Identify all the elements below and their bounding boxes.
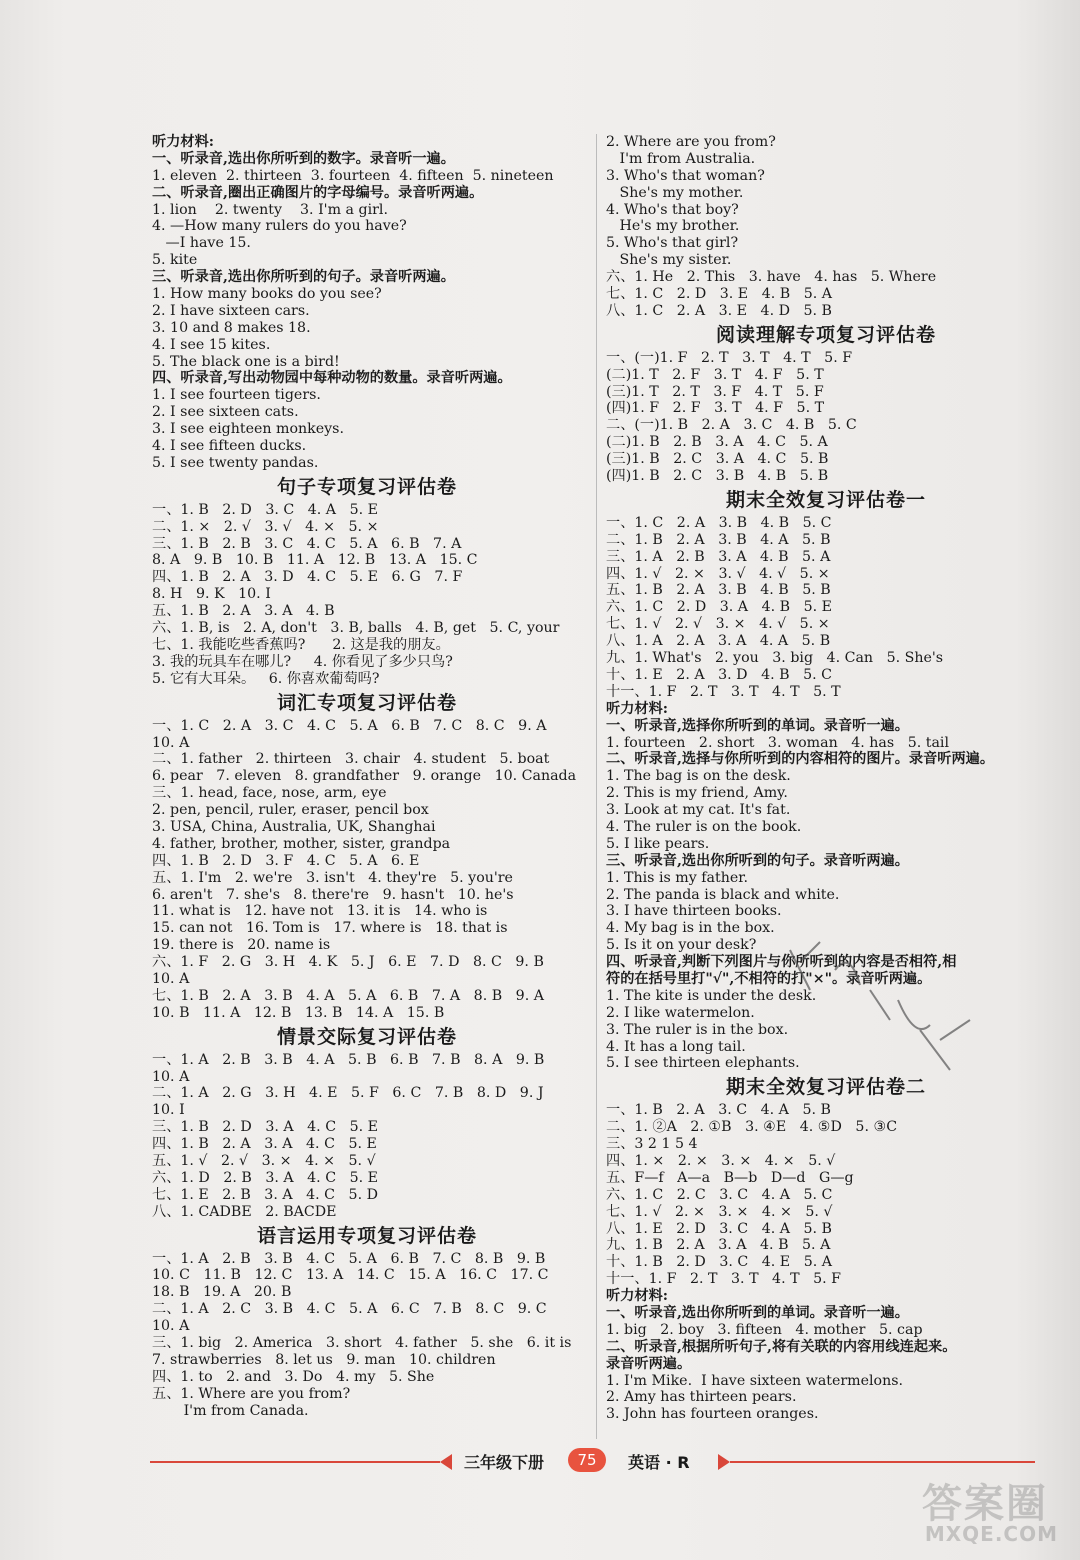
answer-line: 10. I [152,1102,185,1119]
answer-line: 1. eleven 2. thirteen 3. fourteen 4. fifteen 5. nineteen [152,167,554,184]
answer-line: 九、1. What's 2. you 3. big 4. Can 5. She's [606,650,944,667]
answer-line: 18. B 19. A 20. B [152,1284,292,1301]
answer-line: 4. Who's that boy? [606,201,739,218]
answer-line: 8. H 9. K 10. I [152,586,271,603]
answer-line: 一、1. B 2. D 3. C 4. A 5. E [152,501,378,518]
answer-line: 3. Look at my cat. It's fat. [606,802,791,819]
answer-line: 五、F—f A—a B—b D—d G—g [606,1169,854,1186]
answer-line: 一、(一)1. F 2. T 3. T 4. T 5. F [606,349,853,366]
footer-arrow-right [718,1454,730,1470]
answer-line: —I have 15. [152,235,251,252]
answer-line: 3. John has fourteen oranges. [606,1406,819,1423]
answer-line: 五、1. B 2. A 3. B 4. B 5. B [606,582,831,599]
answer-line: 5. I see twenty pandas. [152,454,319,471]
right-column [606,134,1046,1423]
answer-line: 六、1. C 2. C 3. C 4. A 5. C [606,1186,833,1203]
answer-line: I'm from Canada. [152,1402,309,1419]
answer-line: (三)1. B 2. C 3. A 4. C 5. B [606,451,829,468]
answer-line: 一、1. A 2. B 3. B 4. C 5. A 6. B 7. C 8. B 9. B [152,1250,546,1267]
section-heading: 一、听录音,选出你所听到的数字。录音听一遍。 [152,150,455,167]
section-heading: 二、听录音,选择与你所听到的内容相符的图片。录音听两遍。 [606,751,995,768]
section-heading: 听力材料: [606,700,668,717]
answer-line: 6. aren't 7. she's 8. there're 9. hasn't 10. he's [152,886,514,903]
section-heading: 听力材料: [606,1288,668,1305]
answer-line: 1. big 2. boy 3. fifteen 4. mother 5. cap [606,1321,923,1338]
answer-line: 4. —How many rulers do you have? [152,218,407,235]
answer-line: 七、1. C 2. D 3. E 4. B 5. A [606,286,832,303]
answer-line: 七、1. 我能吃些香蕉吗? 2. 这是我的朋友。 [152,636,450,653]
answer-line: 3. 10 and 8 makes 18. [152,319,311,336]
answer-line: 三、1. A 2. B 3. A 4. B 5. A [606,548,831,565]
section-heading: 符的在括号里打"√",不相符的打"×"。录音听两遍。 [606,970,932,987]
answer-line: 8. A 9. B 10. B 11. A 12. B 13. A 15. C [152,552,478,569]
answer-line: (四)1. B 2. C 3. B 4. B 5. B [606,468,829,485]
answer-line: 五、1. Where are you from? [152,1385,351,1402]
answer-line: 10. A [152,970,190,987]
answer-line: 5. kite [152,252,198,269]
answer-line: 1. I see fourteen tigers. [152,387,321,404]
paper-title: 词汇专项复习评估卷 [276,691,457,714]
answer-line: 2. I see sixteen cats. [152,404,299,421]
answer-line: 三、1. B 2. D 3. A 4. C 5. E [152,1119,378,1136]
answer-line: 一、1. B 2. A 3. C 4. A 5. B [606,1102,831,1119]
answer-line: 五、1. B 2. A 3. A 4. B [152,603,335,620]
footer-rule-left [150,1461,440,1463]
answer-line: 10. A [152,1318,190,1335]
answer-line: 2. I like watermelon. [606,1004,755,1021]
answer-line: (四)1. F 2. F 3. T 4. F 5. T [606,400,825,417]
pencil-scribble [780,930,980,1080]
paper-title: 期末全效复习评估卷一 [725,488,926,511]
answer-line: 四、1. B 2. A 3. D 4. C 5. E 6. G 7. F [152,569,463,586]
watermark-url: MXQE.COM [924,1522,1058,1546]
answer-line: 三、1. B 2. B 3. C 4. C 5. A 6. B 7. A [152,535,462,552]
answer-line: 4. My bag is in the box. [606,920,775,937]
footer-subject: 英语 · R [628,1453,690,1472]
answer-line: 4. father, brother, mother, sister, grandpa [152,835,451,852]
answer-line: 4. I see 15 kites. [152,336,271,353]
answer-line: 八、1. A 2. A 3. A 4. A 5. B [606,633,831,650]
answer-line: 5. I see thirteen elephants. [606,1055,800,1072]
answer-line: 1. fourteen 2. short 3. woman 4. has 5. tail [606,734,949,751]
answer-line: 二、1. × 2. √ 3. √ 4. × 5. × [152,518,379,535]
section-heading: 三、听录音,选出你所听到的句子。录音听两遍。 [606,852,909,869]
answer-line: 十一、1. F 2. T 3. T 4. T 5. F [606,1271,841,1288]
answer-line: (三)1. T 2. T 3. F 4. T 5. F [606,383,824,400]
answer-line: 二、(一)1. B 2. A 3. C 4. B 5. C [606,417,857,434]
answer-line: 四、1. to 2. and 3. Do 4. my 5. She [152,1368,435,1385]
column-divider [596,134,597,1439]
answer-line: 二、1. father 2. thirteen 3. chair 4. student 5. boat [152,751,550,768]
answer-line: 五、1. I'm 2. we're 3. isn't 4. they're 5. you're [152,869,513,886]
answer-line: 四、1. B 2. A 3. A 4. C 5. E [152,1136,377,1153]
answer-line: 三、3 2 1 5 4 [606,1136,698,1153]
answer-line: 15. can not 16. Tom is 17. where is 18. that is [152,920,508,937]
paper-title: 情景交际复习评估卷 [276,1025,457,1048]
answer-line: 二、1. A 2. G 3. H 4. E 5. F 6. C 7. B 8. D 9. J [152,1085,544,1102]
answer-line: 七、1. √ 2. × 3. × 4. × 5. √ [606,1203,833,1220]
answer-line: 3. 我的玩具车在哪儿? 4. 你看见了多少只鸟? [152,653,453,670]
answer-line: 1. How many books do you see? [152,286,382,303]
section-heading: 四、听录音,写出动物园中每种动物的数量。录音听两遍。 [152,370,512,387]
answer-line: 一、1. C 2. A 3. C 4. C 5. A 6. B 7. C 8. C 9. A [152,717,547,734]
answer-line: 5. Is it on your desk? [606,937,757,954]
answer-line: 七、1. E 2. B 3. A 4. C 5. D [152,1186,378,1203]
answer-line: 八、1. CADBE 2. BACDE [152,1203,337,1220]
paper-title: 语言运用专项复习评估卷 [256,1224,477,1247]
answer-line: 2. Amy has thirteen pears. [606,1389,797,1406]
answer-line: (二)1. T 2. F 3. T 4. F 5. T [606,366,824,383]
footer-grade: 三年级下册 [464,1453,545,1472]
answer-line: 5. I like pears. [606,835,710,852]
answer-line: 10. A [152,1068,190,1085]
answer-line: 2. pen, pencil, ruler, eraser, pencil box [152,802,429,819]
answer-line: 二、1. B 2. A 3. B 4. A 5. B [606,531,831,548]
answer-line: 二、1. ②A 2. ①B 3. ④E 4. ⑤D 5. ③C [606,1119,898,1136]
answer-line: 四、1. √ 2. × 3. √ 4. √ 5. × [606,565,830,582]
answer-line: 11. what is 12. have not 13. it is 14. who is [152,903,488,920]
answer-line: 一、1. A 2. B 3. B 4. A 5. B 6. B 7. B 8. A 9. B [152,1051,545,1068]
answer-line: 二、1. A 2. C 3. B 4. C 5. A 6. C 7. B 8. C 9. C [152,1301,547,1318]
answer-line: 1. This is my father. [606,869,748,886]
answer-line: 3. Who's that woman? [606,167,765,184]
answer-line: 4. I see fifteen ducks. [152,438,307,455]
answer-line: 10. B 11. A 12. B 13. B 14. A 15. B [152,1004,445,1021]
answer-line: 1. I'm Mike. I have sixteen watermelons. [606,1372,904,1389]
section-heading: 四、听录音,判断下列图片与你所听到的内容是否相符,相 [606,954,957,971]
answer-line: 三、1. head, face, nose, arm, eye [152,785,387,802]
answer-line: 2. Where are you from? [606,134,776,150]
page-number: 75 [568,1448,606,1472]
answer-line: 八、1. C 2. A 3. E 4. D 5. B [606,302,832,319]
answer-line: 1. The kite is under the desk. [606,987,817,1004]
answer-line: 3. The ruler is in the box. [606,1021,789,1038]
answer-line: 五、1. √ 2. √ 3. × 4. × 5. √ [152,1152,376,1169]
section-heading: 听力材料: [152,134,214,150]
answer-line: 3. I see eighteen monkeys. [152,421,344,438]
answer-line: 6. pear 7. eleven 8. grandfather 9. orange 10. Canada [152,768,577,785]
answer-line: 10. C 11. B 12. C 13. A 14. C 15. A 16. C 17. C [152,1267,549,1284]
answer-line: 六、1. D 2. B 3. A 4. C 5. E [152,1169,378,1186]
site-watermark [858,1472,1058,1552]
left-column [152,134,582,1419]
paper-title: 期末全效复习评估卷二 [725,1076,926,1099]
answer-line: 1. The bag is on the desk. [606,768,791,785]
answer-line: She's my sister. [606,252,732,269]
section-heading: 一、听录音,选择你所听到的单词。录音听一遍。 [606,717,909,734]
answer-line: 六、1. F 2. G 3. H 4. K 5. J 6. E 7. D 8. C 9. B [152,954,544,971]
answer-line: 七、1. √ 2. √ 3. × 4. √ 5. × [606,616,830,633]
answer-line: 十、1. E 2. A 3. D 4. B 5. C [606,666,832,683]
answer-line: 三、1. big 2. America 3. short 4. father 5. she 6. it is [152,1335,572,1351]
footer-rule-right [730,1461,1035,1463]
answer-line: 5. 它有大耳朵。 6. 你喜欢葡萄吗? [152,670,380,687]
answer-line: 3. USA, China, Australia, UK, Shanghai [152,818,436,835]
section-heading: 一、听录音,选出你所听到的单词。录音听一遍。 [606,1305,909,1321]
answer-line: She's my mother. [606,184,744,201]
answer-line: 八、1. E 2. D 3. C 4. A 5. B [606,1220,832,1237]
answer-line: 5. Who's that girl? [606,235,739,252]
paper-title: 句子专项复习评估卷 [276,475,457,498]
answer-line: 六、1. He 2. This 3. have 4. has 5. Where [606,269,937,286]
answer-line: 1. lion 2. twenty 3. I'm a girl. [152,201,388,218]
answer-line: 2. I have sixteen cars. [152,302,310,319]
answer-line: 六、1. B, is 2. A, don't 3. B, balls 4. B, get 5. C, your [152,620,560,637]
answer-line: 四、1. × 2. × 3. × 4. × 5. √ [606,1152,836,1169]
section-heading: 三、听录音,选出你所听到的句子。录音听两遍。 [152,269,455,286]
answer-line: 10. A [152,734,190,751]
answer-line: 一、1. C 2. A 3. B 4. B 5. C [606,514,832,531]
section-heading: 录音听两遍。 [606,1355,692,1372]
answer-line: 十、1. B 2. D 3. C 4. E 5. A [606,1254,832,1271]
answer-line: 7. strawberries 8. let us 9. man 10. children [152,1351,496,1368]
answer-line: 十一、1. F 2. T 3. T 4. T 5. T [606,683,841,700]
footer-arrow-left [440,1454,452,1470]
answer-line: He's my brother. [606,218,740,235]
answer-line: 2. This is my friend, Amy. [606,785,788,802]
answer-line: I'm from Australia. [606,150,756,167]
answer-line: 九、1. B 2. A 3. A 4. B 5. A [606,1237,831,1254]
answer-line: 六、1. C 2. D 3. A 4. B 5. E [606,599,832,616]
answer-line: (二)1. B 2. B 3. A 4. C 5. A [606,434,828,451]
answer-line: 4. The ruler is on the book. [606,818,802,835]
watermark-brand: 答案圈 [922,1481,1048,1527]
answer-line: 七、1. B 2. A 3. B 4. A 5. A 6. B 7. A 8. B 9. A [152,987,544,1004]
paper-title: 阅读理解专项复习评估卷 [715,323,936,346]
answer-line: 四、1. B 2. D 3. F 4. C 5. A 6. E [152,852,420,869]
answer-line: 4. It has a long tail. [606,1038,746,1055]
section-heading: 二、听录音,圈出正确图片的字母编号。录音听两遍。 [152,184,484,201]
section-heading: 二、听录音,根据所听句子,将有关联的内容用线连起来。 [606,1338,957,1355]
answer-line: 2. The panda is black and white. [606,886,840,903]
answer-line: 5. The black one is a bird! [152,353,340,370]
answer-line: 3. I have thirteen books. [606,903,782,920]
answer-line: 19. there is 20. name is [152,937,331,954]
